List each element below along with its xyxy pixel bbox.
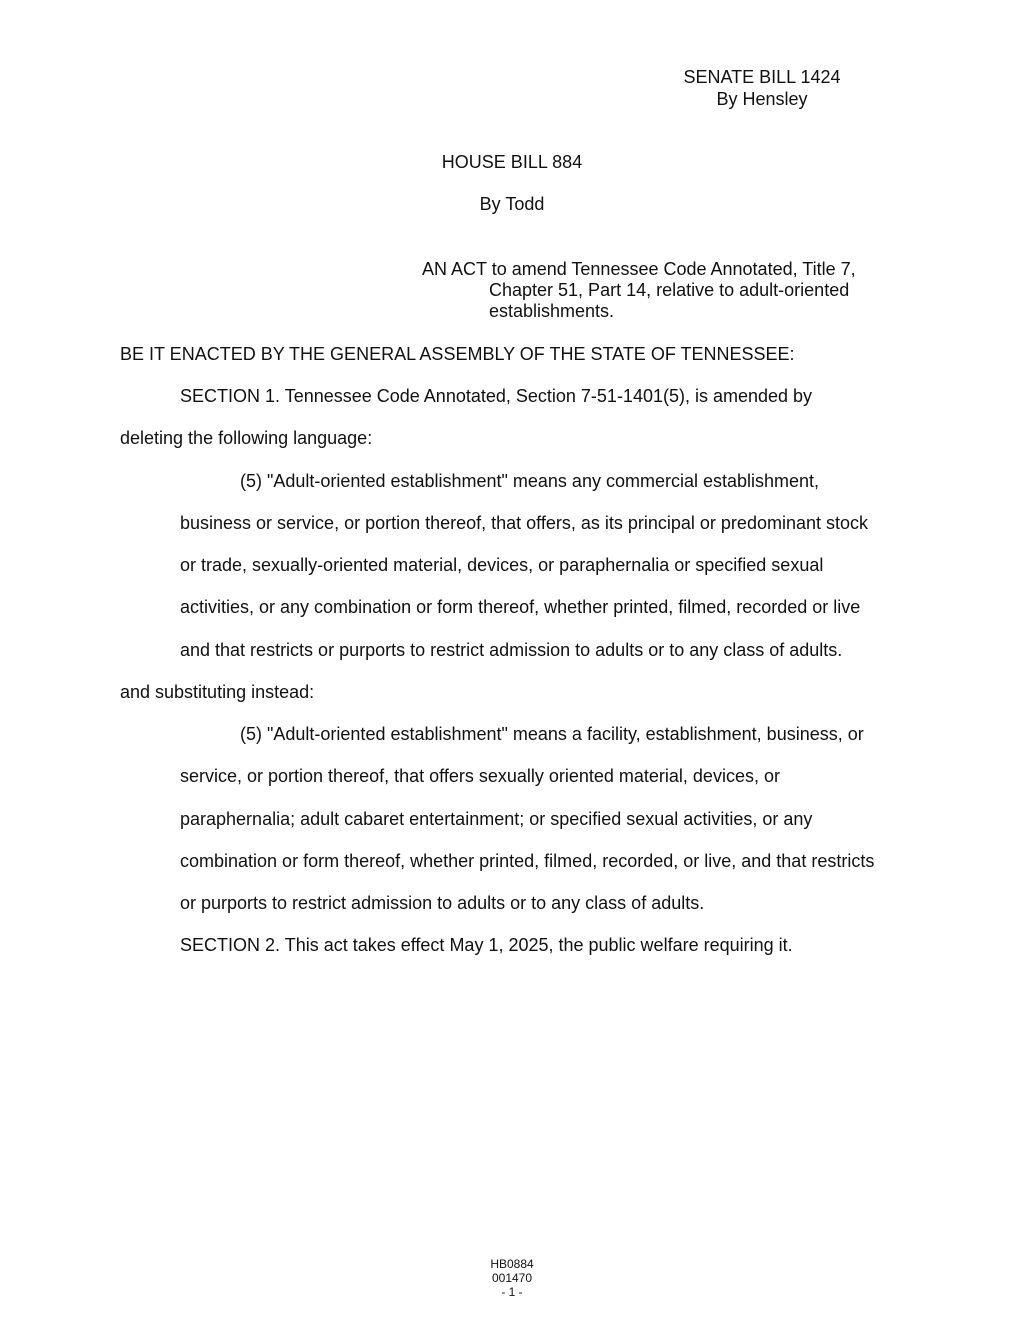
deleted-text-line: activities, or any combination or form thereof, whether printed, filmed, recorded or live [180,597,861,617]
transition-text: and substituting instead: [120,682,315,702]
section-2: SECTION 2. This act takes effect May 1, 2025, the public welfare requiring it. [180,935,793,955]
caption-line-2: Chapter 51, Part 14, relative to adult-oriented [489,280,850,300]
deleted-text-line: and that restricts or purports to restrict admission to adults or to any class of adults. [180,640,843,660]
section-1-intro-continued: deleting the following language: [120,428,373,448]
deleted-text-line: or trade, sexually-oriented material, devices, or paraphernalia or specified sexual [180,555,824,575]
deleted-text-line: (5) "Adult-oriented establishment" means any commercial establishment, [240,471,820,491]
house-bill-number: HOUSE BILL 884 [441,152,583,172]
substituted-text-line: or purports to restrict admission to adults or to any class of adults. [180,893,705,913]
footer-doc-number: 001470 [491,1271,533,1285]
enacting-clause: BE IT ENACTED BY THE GENERAL ASSEMBLY OF THE STATE OF TENNESSEE: [120,344,795,364]
substituted-text-line: combination or form thereof, whether printed, filmed, recorded, or live, and that restricts [180,851,875,871]
substituted-text-line: (5) "Adult-oriented establishment" means a facility, establishment, business, or [240,724,864,744]
senate-bill-sponsor: By Hensley [716,89,808,109]
substituted-text-line: service, or portion thereof, that offers sexually oriented material, devices, or [180,766,780,786]
house-bill-sponsor: By Todd [479,194,545,214]
footer-bill-code: HB0884 [490,1257,534,1271]
section-1-intro: SECTION 1. Tennessee Code Annotated, Section 7-51-1401(5), is amended by [180,386,813,406]
page-number: - 1 - [501,1285,523,1299]
caption-line-1: AN ACT to amend Tennessee Code Annotated, Title 7, [422,259,856,279]
deleted-text-line: business or service, or portion thereof, that offers, as its principal or predominant stock [180,513,868,533]
substituted-text-line: paraphernalia; adult cabaret entertainment; or specified sexual activities, or any [180,809,813,829]
caption-line-3: establishments. [489,301,615,321]
senate-bill-number: SENATE BILL 1424 [683,67,841,87]
